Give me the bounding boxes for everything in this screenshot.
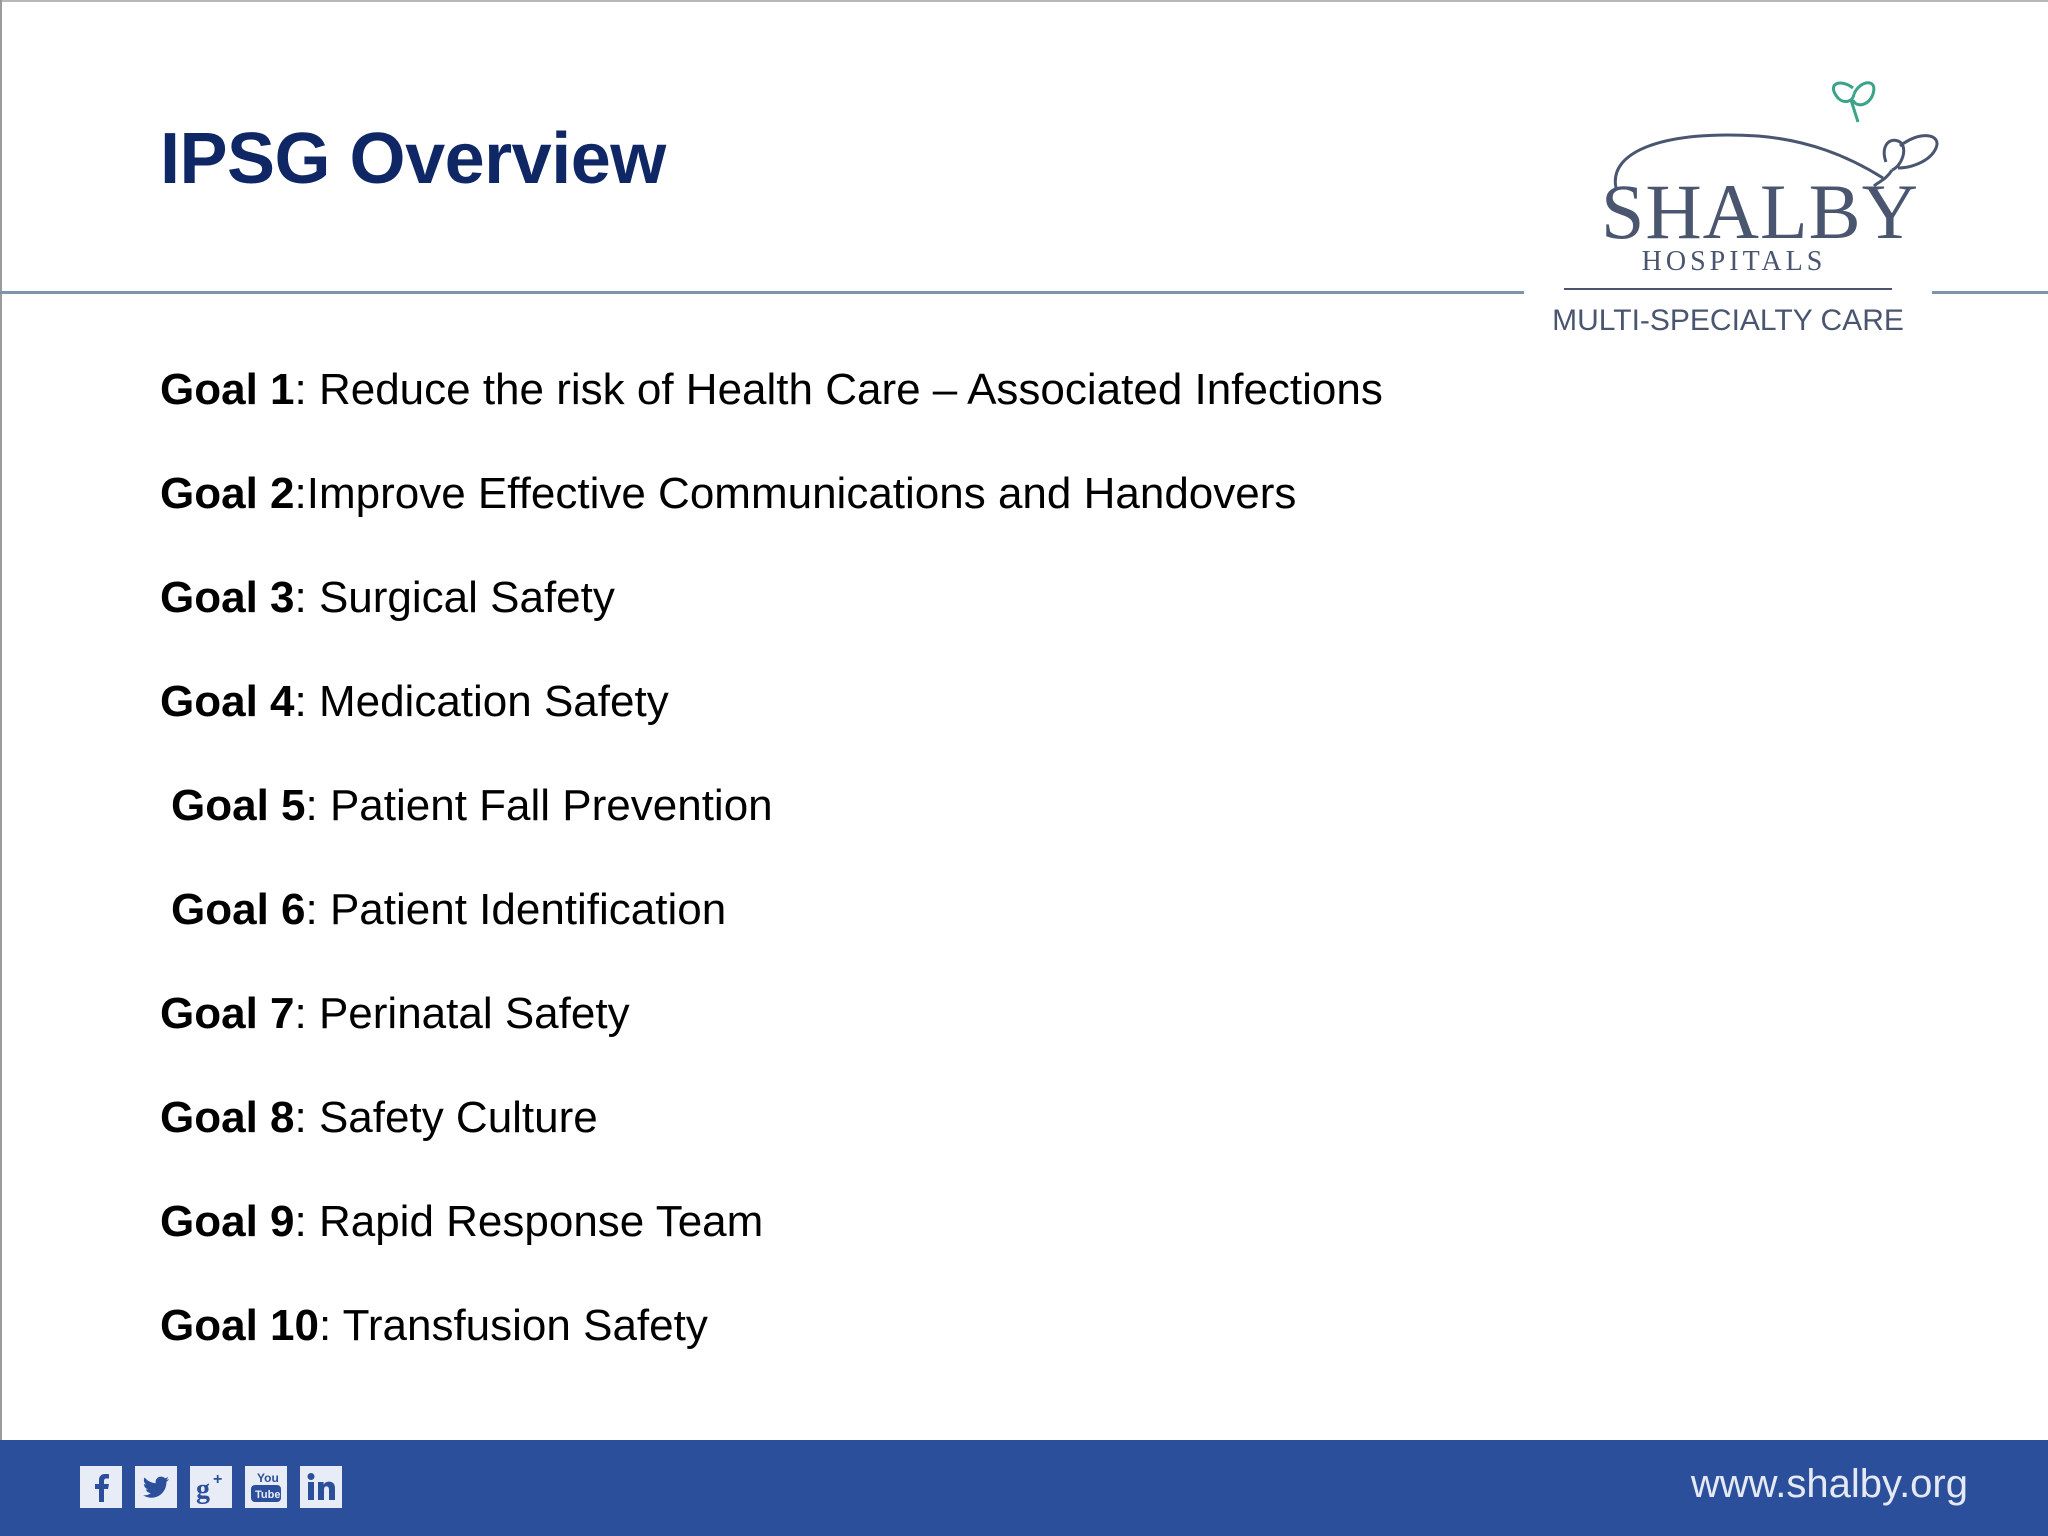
goal-label: Goal 2 <box>160 469 295 518</box>
goal-item <box>160 1192 1383 1296</box>
twitter-icon[interactable] <box>135 1466 177 1508</box>
facebook-icon[interactable] <box>80 1466 122 1508</box>
goal-label: Goal 7 <box>160 989 295 1038</box>
slide-top-border <box>0 0 2048 2</box>
goal-item <box>160 672 1383 776</box>
goal-item <box>160 568 1383 672</box>
goal-label: Goal 4 <box>160 677 295 726</box>
shalby-logo <box>1548 70 1968 350</box>
goal-list <box>160 360 1383 1400</box>
logo-divider <box>1564 288 1892 290</box>
social-links <box>80 1466 342 1508</box>
goal-text: : Surgical Safety <box>294 573 615 622</box>
logo-tagline: MULTI-SPECIALTY CARE <box>1552 304 1904 337</box>
svg-text:g: g <box>196 1474 210 1505</box>
header-divider-left <box>0 291 1524 294</box>
website-url[interactable]: www.shalby.org <box>1690 1462 1968 1506</box>
logo-sub: HOSPITALS <box>1641 246 1827 277</box>
goal-label: Goal 6 <box>171 885 306 934</box>
goal-item <box>160 1296 1383 1400</box>
goal-label: Goal 3 <box>160 573 295 622</box>
logo-brand: SHALBY <box>1600 168 1920 255</box>
butterfly-icon <box>1833 83 1873 122</box>
goal-text: : Medication Safety <box>294 677 669 726</box>
goal-label: Goal 10 <box>160 1301 319 1350</box>
goal-text: : Patient Fall Prevention <box>305 781 773 830</box>
svg-text:+: + <box>213 1471 223 1488</box>
goal-item <box>160 776 1383 880</box>
svg-text:You: You <box>257 1471 279 1485</box>
goal-item <box>160 464 1383 568</box>
svg-text:Tube: Tube <box>255 1489 281 1501</box>
goal-label: Goal 8 <box>160 1093 295 1142</box>
slide-left-border <box>0 0 2 1440</box>
google-plus-icon[interactable] <box>190 1466 232 1508</box>
goal-label: Goal 9 <box>160 1197 295 1246</box>
goal-text: : Safety Culture <box>294 1093 598 1142</box>
linkedin-icon[interactable] <box>300 1466 342 1508</box>
goal-item <box>160 1088 1383 1192</box>
goal-text: :Improve Effective Communications and Handovers <box>294 469 1297 518</box>
goal-text: : Reduce the risk of Health Care – Associated Infections <box>294 365 1383 414</box>
youtube-icon[interactable] <box>245 1466 287 1508</box>
goal-item <box>160 880 1383 984</box>
goal-item <box>160 360 1383 464</box>
goal-item <box>160 984 1383 1088</box>
goal-label: Goal 5 <box>171 781 306 830</box>
goal-text: : Patient Identification <box>305 885 727 934</box>
goal-text: : Rapid Response Team <box>294 1197 764 1246</box>
slide-title: IPSG Overview <box>160 119 666 199</box>
goal-label: Goal 1 <box>160 365 295 414</box>
goal-text: : Transfusion Safety <box>318 1301 708 1350</box>
goal-text: : Perinatal Safety <box>294 989 630 1038</box>
